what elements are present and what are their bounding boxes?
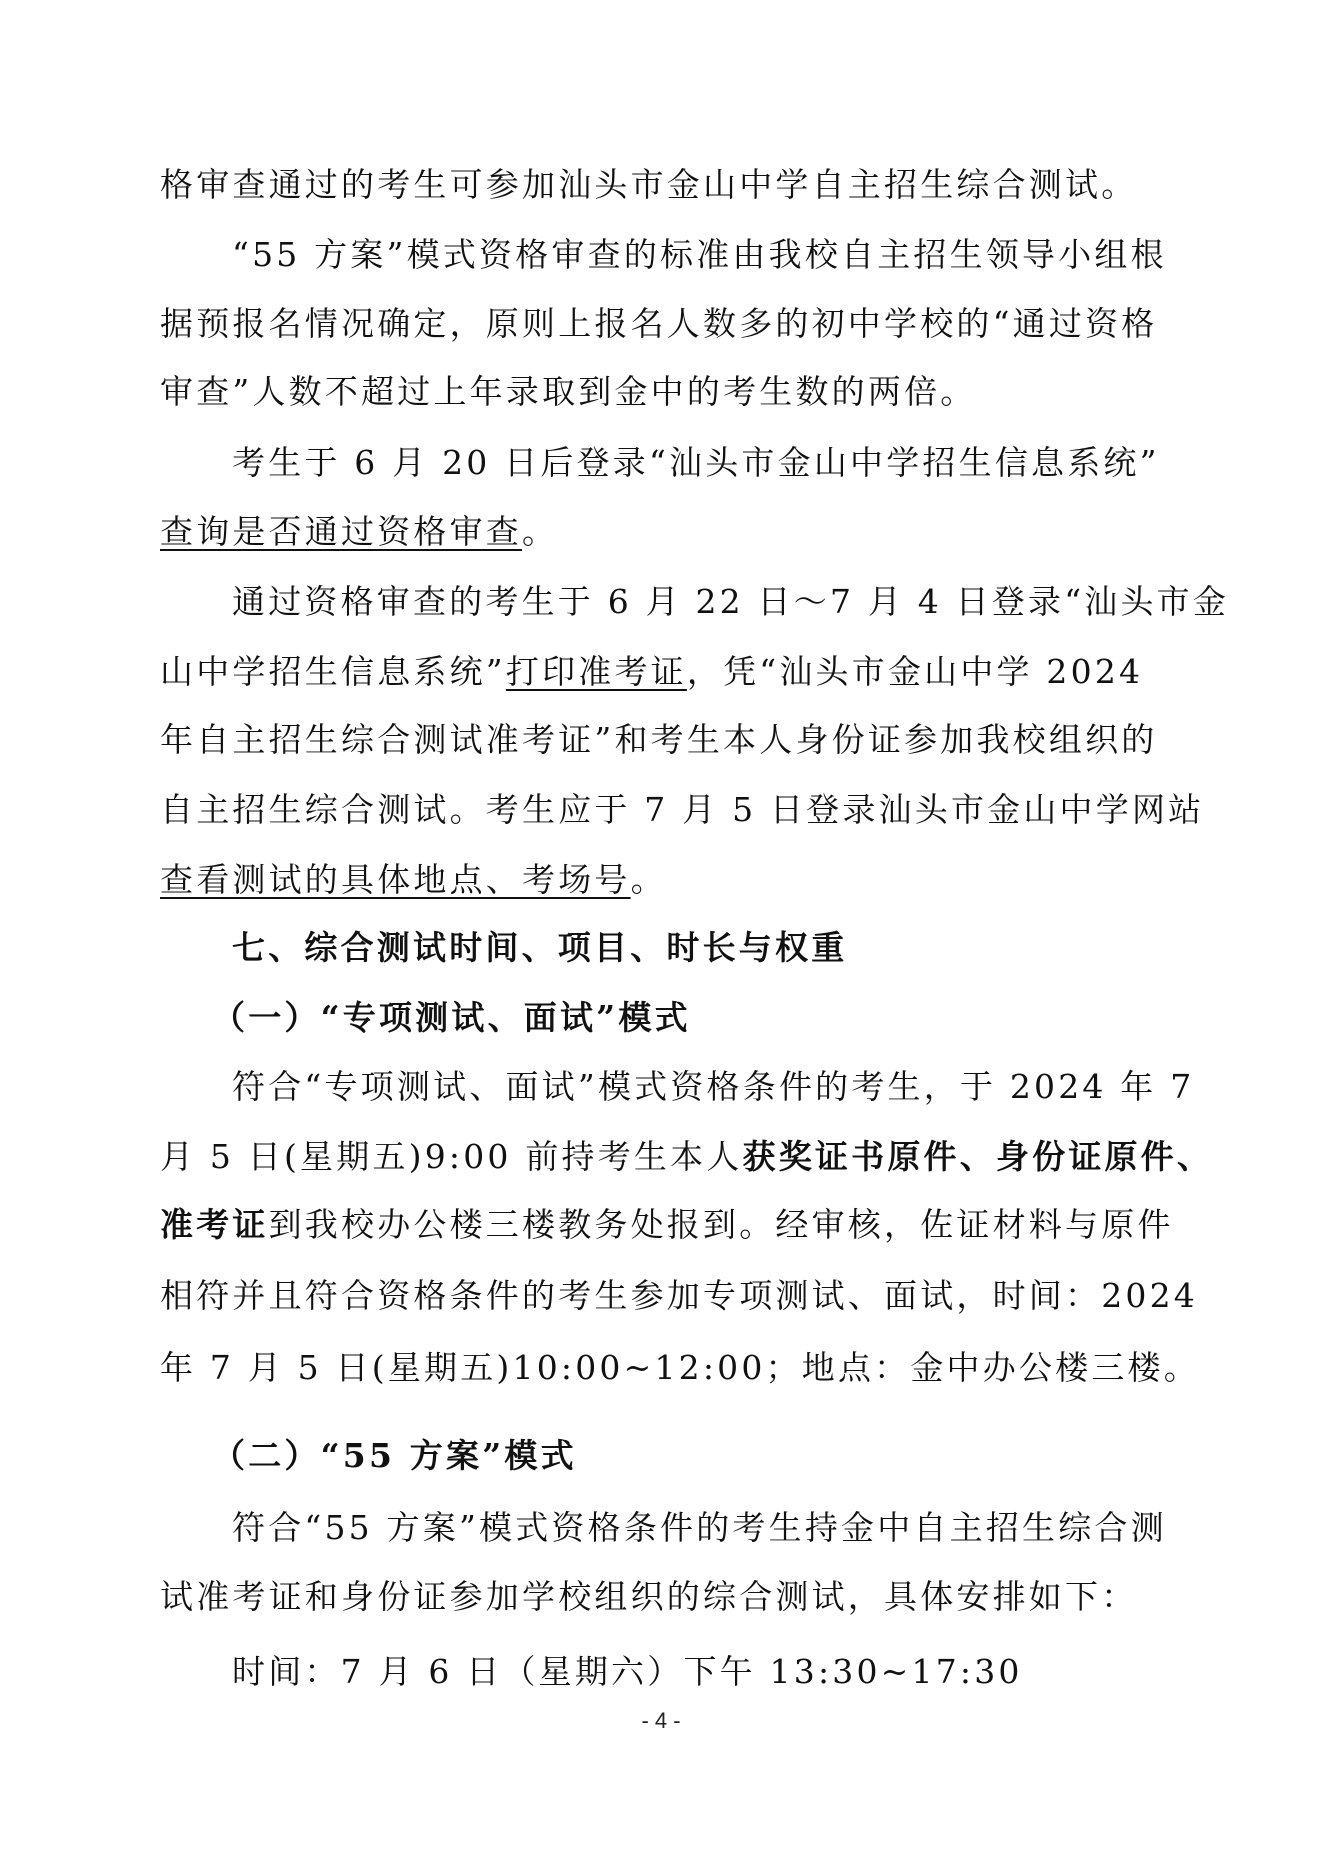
paragraph-line: 自主招生综合测试。考生应于 7 月 5 日登录汕头市金山中学网站 — [160, 790, 1205, 829]
paragraph-line: 审查”人数不超过上年录取到金中的考生数的两倍。 — [160, 372, 977, 411]
paragraph-line: 相符并且符合资格条件的考生参加专项测试、面试，时间：2024 — [160, 1276, 1198, 1315]
paragraph-line: 符合“55 方案”模式资格条件的考生持金中自主招生综合测 — [232, 1508, 1167, 1547]
punctuation: 。 — [630, 860, 667, 899]
underlined-text: 查看测试的具体地点、考场号 — [160, 860, 631, 899]
paragraph-line — [160, 1135, 1214, 1179]
text-span: ，凭“汕头市金山中学 2024 — [686, 652, 1144, 691]
text-span: 山中学招生信息系统” — [160, 652, 506, 691]
paragraph-line: 据预报名情况确定，原则上报名人数多的初中学校的“通过资格 — [160, 304, 1158, 343]
bold-text: 准考证 — [160, 1205, 269, 1244]
paragraph-line — [160, 510, 1170, 554]
paragraph-line — [160, 858, 1170, 902]
paragraph-line: “55 方案”模式资格审查的标准由我校自主招生领导小组根 — [232, 235, 1167, 274]
paragraph-line: 符合“专项测试、面试”模式资格条件的考生，于 2024 年 7 — [232, 1067, 1195, 1106]
paragraph-line: 时间：7 月 6 日（星期六）下午 13:30~17:30 — [232, 1652, 1023, 1691]
subsection-heading: （二）“55 方案”模式 — [212, 1436, 577, 1475]
paragraph-line: 通过资格审查的考生于 6 月 22 日～7 月 4 日登录“汕头市金 — [232, 582, 1230, 621]
bold-text: 获奖证书原件、身份证原件、 — [742, 1137, 1214, 1176]
paragraph-line: 年 7 月 5 日(星期五)10:00~12:00；地点：金中办公楼三楼。 — [160, 1348, 1200, 1387]
paragraph-line: 试准考证和身份证参加学校组织的综合测试，具体安排如下： — [160, 1577, 1138, 1616]
paragraph-line: 格审查通过的考生可参加汕头市金山中学自主招生综合测试。 — [160, 165, 1138, 204]
subsection-heading: （一）“专项测试、面试”模式 — [212, 998, 691, 1037]
paragraph-line: 考生于 6 月 20 日后登录“汕头市金山中学招生信息系统” — [232, 443, 1160, 482]
punctuation: 。 — [522, 512, 559, 551]
underlined-text: 打印准考证 — [505, 652, 687, 691]
paragraph-line — [160, 1203, 1174, 1247]
underlined-text: 查询是否通过资格审查 — [160, 512, 522, 551]
text-span: 月 5 日(星期五)9:00 前持考生本人 — [160, 1137, 743, 1176]
section-heading: 七、综合测试时间、项目、时长与权重 — [232, 928, 848, 967]
page-number: - 4 - — [641, 1708, 681, 1733]
paragraph-line: 年自主招生综合测试准考证”和考生本人身份证参加我校组织的 — [160, 720, 1158, 759]
paragraph-line — [160, 650, 1170, 694]
text-span: 到我校办公楼三楼教务处报到。经审核，佐证材料与原件 — [268, 1205, 1174, 1244]
